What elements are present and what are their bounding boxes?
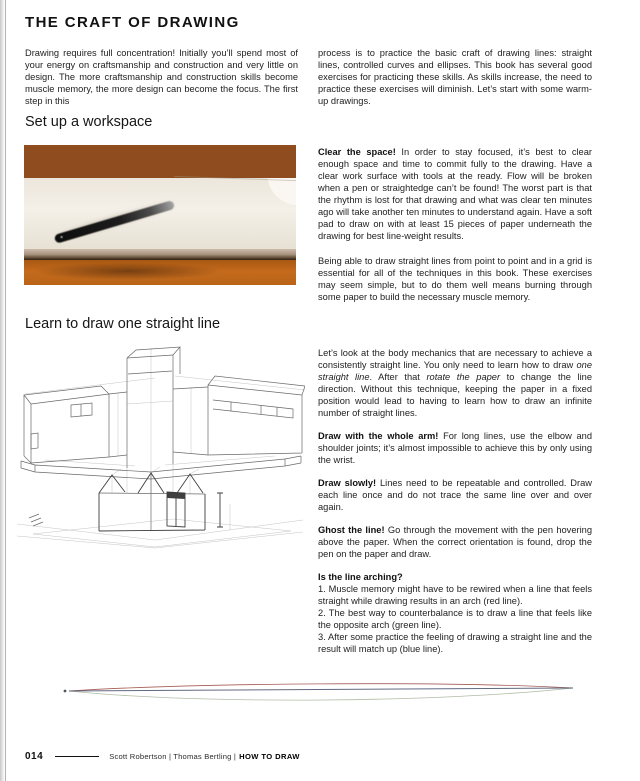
page-title: THE CRAFT OF DRAWING [25,14,240,31]
arching-item-2: 2. The best way to counterbalance is to draw a line that feels like the opposite arch (green line). [318,608,592,630]
page-number: 014 [25,751,44,762]
whole-arm-paragraph [318,430,592,466]
pen-highlight [60,236,62,238]
draw-slowly-lead: Draw slowly! [318,478,377,488]
sketch-door-lintel [167,492,185,499]
footer-rule [55,756,99,757]
building-sketch-svg [15,344,305,580]
whole-arm-body: For long lines, use the elbow and shoulder joints; it’s almost impossible to achieve this by only using the wrist. [318,431,592,465]
draw-slowly-body: Lines need to be repeatable and controlled. Draw each line once and do not trace the same line over and over again. [318,478,592,512]
whole-arm-lead: Draw with the whole arm! [318,431,439,441]
clear-space-lead: Clear the space! [318,147,396,157]
line-arch-demo-svg [55,678,585,712]
ghost-line-lead: Ghost the line! [318,525,385,535]
arching-subheading: Is the line arching? [318,572,403,582]
building-sketch-image [15,344,305,580]
clear-space-paragraph [318,146,592,242]
draw-slowly-paragraph [318,477,592,513]
demo-blue-straight-line [69,688,573,691]
straight-line-section-heading: Learn to draw one straight line [25,316,221,332]
photo-table-edge [24,249,296,260]
ghost-line-paragraph [318,524,592,560]
bm-part2: . After that [369,372,427,382]
body-mechanics-paragraph [318,347,592,419]
bm-italic2: rotate the paper [426,372,501,382]
footer-authors: Scott Robertson | Thomas Bertling | [109,752,237,761]
sketch-construction-lines [17,348,305,548]
arching-item-3: 3. After some practice the feeling of drawing a straight line and the result will match up (blue line). [318,632,592,654]
workspace-photo [24,145,296,285]
photo-table-front [24,260,296,285]
line-arch-demo-image [55,678,585,712]
bm-part1: Let’s look at the body mechanics that are necessary to achieve a consistently straight line. You only need to learn how to draw [318,348,592,370]
photo-background-wood [24,145,296,178]
demo-start-dot [64,690,67,693]
footer-book-title: HOW TO DRAW [239,752,300,761]
intro-paragraph-right: process is to practice the basic craft of drawing lines: straight lines, controlled curves and ellipses. This book has several good exercises for practicing these skills. As skills increase, the need to practice these exercises will diminish. Let’s start with some warm-up drawings. [318,48,592,106]
page-footer [25,751,605,762]
bm-italic1: one straight line [318,360,592,382]
muscle-memory-paragraph: Being able to draw straight lines from point to point and in a grid is essential for all of the techniques in this book. These exercises may seem simple, but to do them well means burning through some paper to build the necessary muscle memory. [318,256,592,302]
sketch-main-lines [21,347,305,531]
straight-line-text-column [318,347,592,655]
bm-part3: to change the line direction. Without this technique, keeping the paper in a fixed position would lead to having to learn how to draw an infinite number of straight lines. [318,372,592,418]
page-scan-edge [0,0,6,781]
workspace-text-column [318,146,592,303]
workspace-section-heading: Set up a workspace [25,114,153,130]
clear-space-body: In order to stay focused, it’s best to clear enough space and time to commit fully to the drawing. Have a clear work surface with tools at the ready. Flow will be broken when a pen or straightedge can’t be found! The worst part is that the rhythm is lost for that drawing and what was clear ten minutes ago will take another ten minutes to understand again. Have a soft pad to draw on with at least 15 pieces of paper underneath the drawing for best line-weight results. [318,147,592,241]
intro-paragraph-left: Drawing requires full concentration! Initially you’ll spend most of your energy on craftsmanship and construction and very little on design. The more craftsmanship and construction skills become muscle memory, the more design can become the focus. The first step in this [25,48,298,106]
arching-item-1: 1. Muscle memory might have to be rewired when a line that feels straight while drawing results in an arch (red line). [318,584,592,606]
ghost-line-body: Go through the movement with the pen hovering above the paper. When the correct orientation is found, drop the pen on the paper and draw. [318,525,592,559]
